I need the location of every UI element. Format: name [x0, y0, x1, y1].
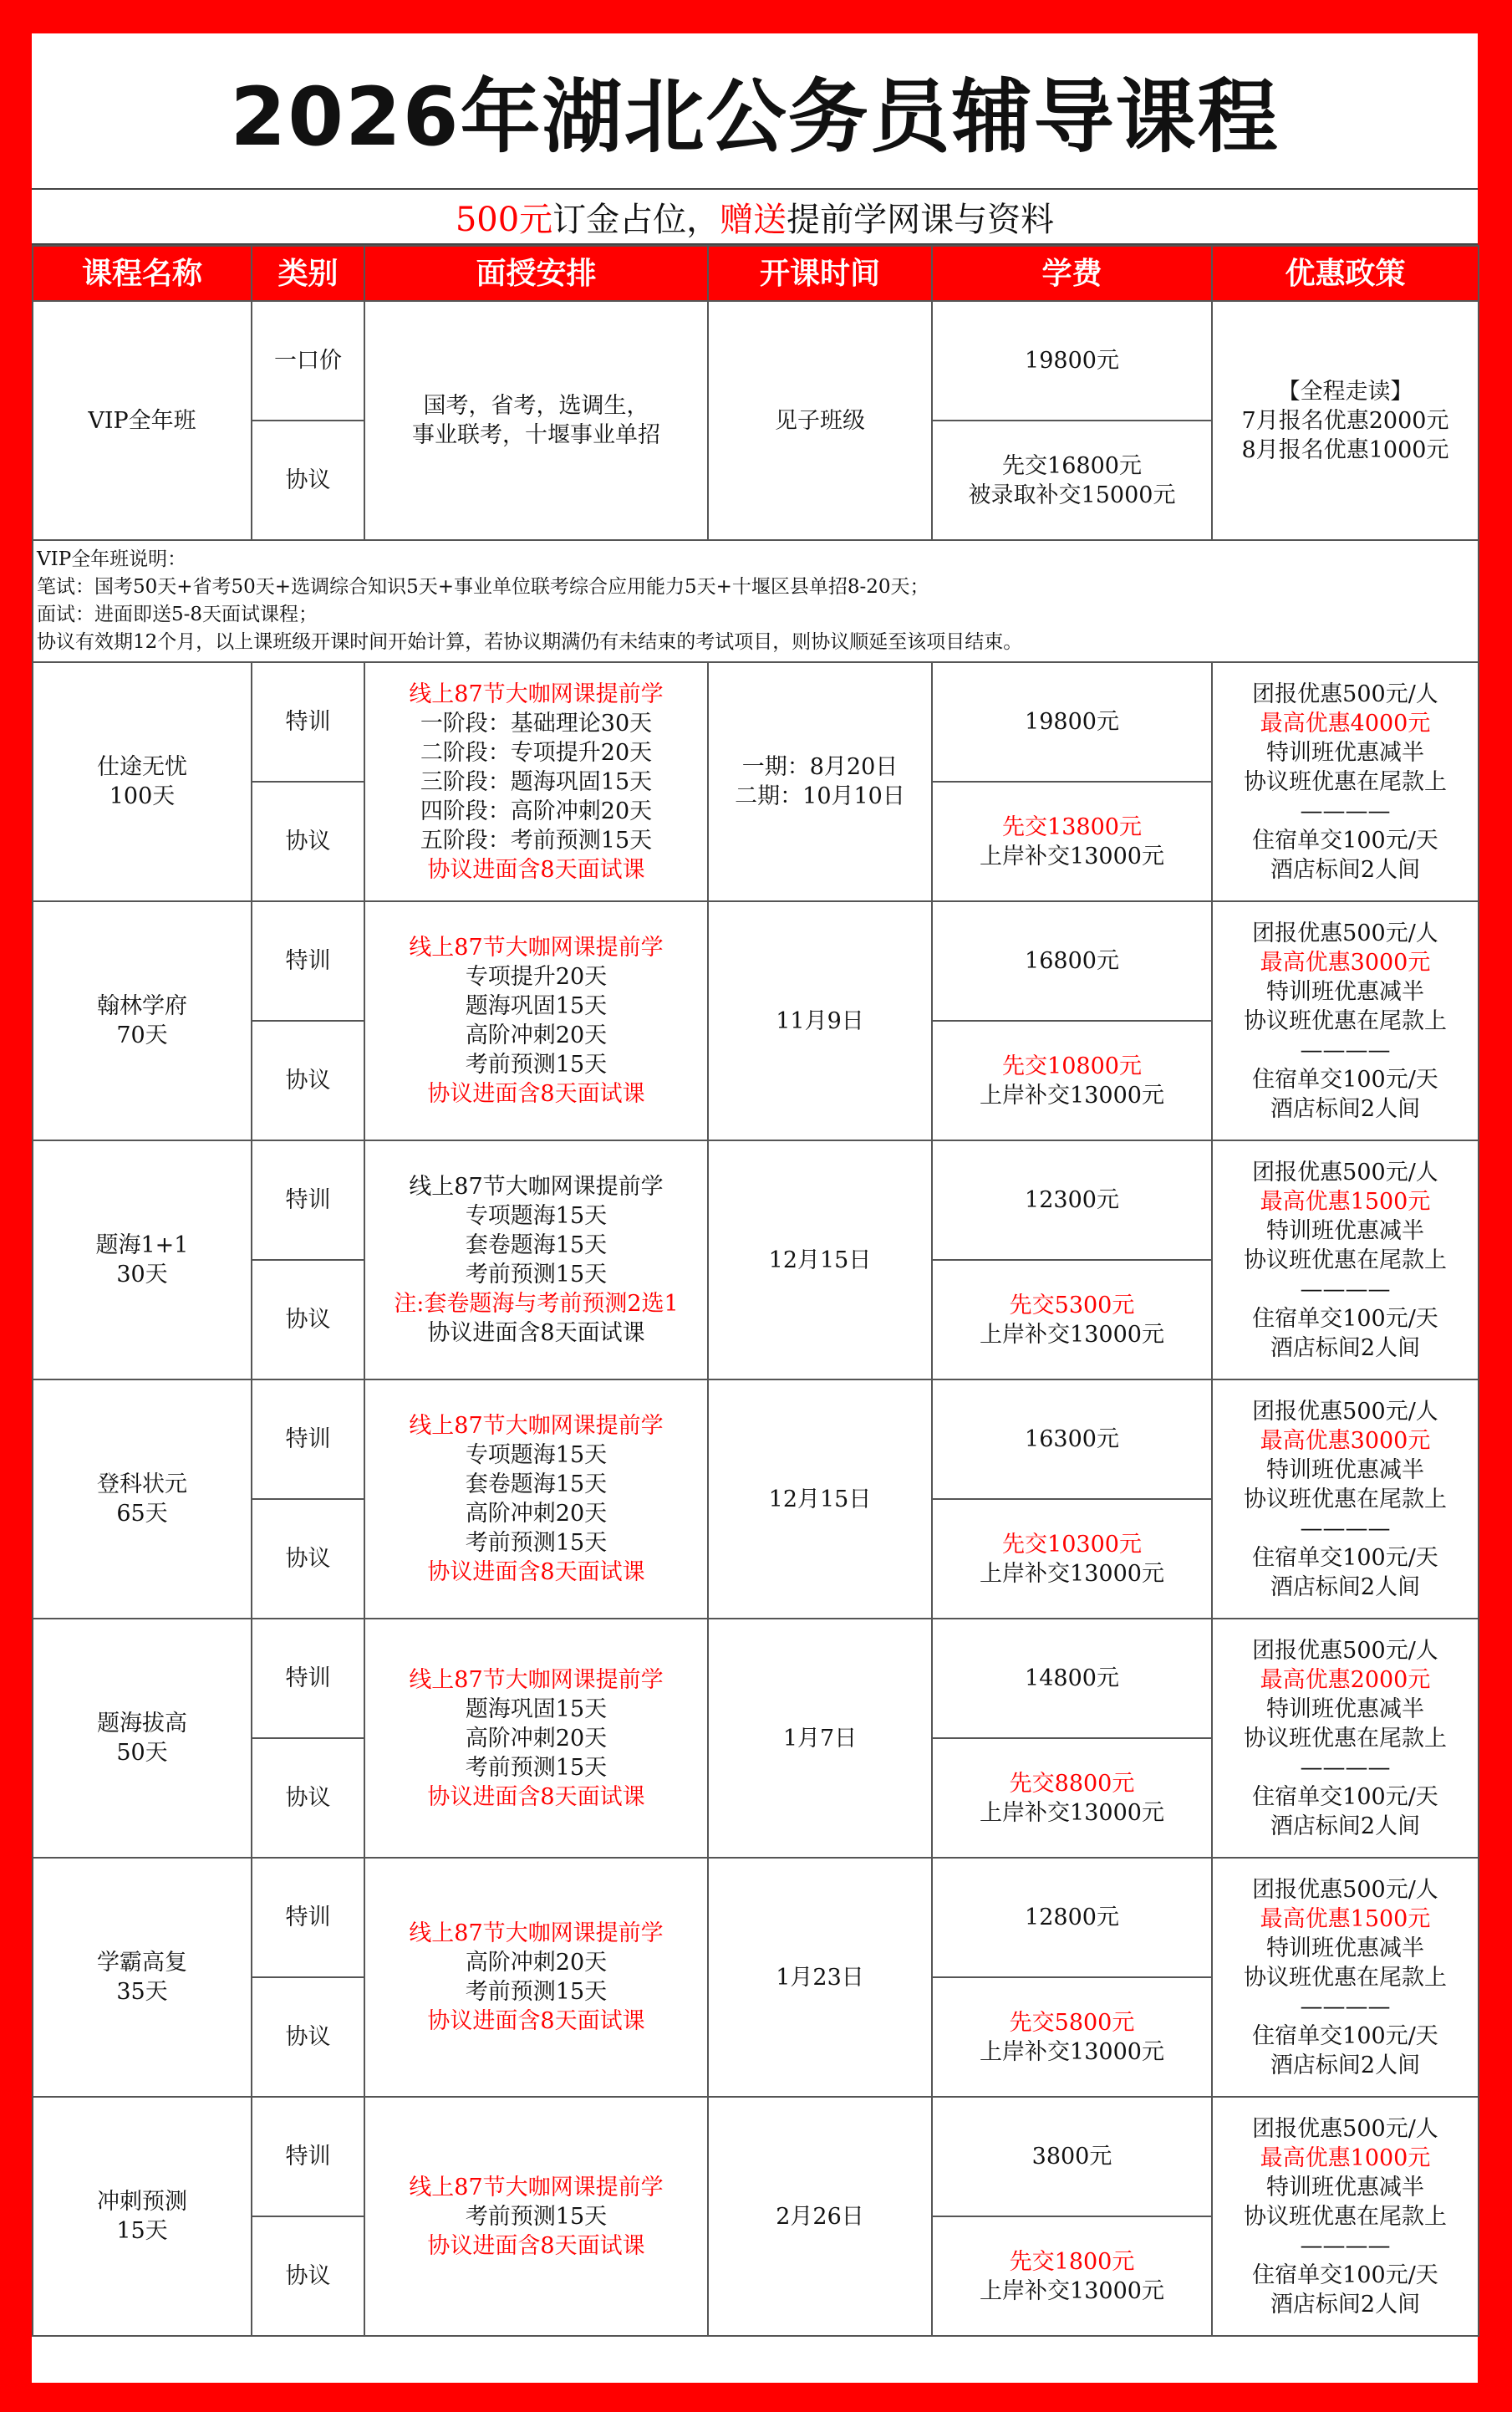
start-time: 12月15日	[708, 1379, 932, 1619]
policy: 团报优惠500元/人 最高优惠2000元 特训班优惠减半 协议班优惠在尾款上 ———— 住宿单交100元/天 酒店标间2人间	[1212, 1619, 1479, 1858]
type-agreement: 协议	[252, 1977, 364, 2097]
policy: 团报优惠500元/人 最高优惠1000元 特训班优惠减半 协议班优惠在尾款上 ———— 住宿单交100元/天 酒店标间2人间	[1212, 2097, 1479, 2336]
type-agreement: 协议	[252, 1738, 364, 1858]
table-row	[33, 1140, 1479, 1260]
type-special: 特训	[252, 662, 364, 782]
fee-special: 3800元	[932, 2097, 1212, 2216]
table-row	[33, 1379, 1479, 1499]
type-special: 特训	[252, 1140, 364, 1260]
course-name: 题海拔高 50天	[33, 1619, 252, 1858]
fee-agreement: 先交10800元 上岸补交13000元	[932, 1021, 1212, 1140]
header-arrangement: 面授安排	[364, 246, 708, 301]
arrangement: 线上87节大咖网课提前学 高阶冲刺20天 考前预测15天 协议进面含8天面试课	[364, 1858, 708, 2097]
subtitle-gift: 赠送	[720, 200, 787, 239]
table-row	[33, 1858, 1479, 1977]
policy: 团报优惠500元/人 最高优惠3000元 特训班优惠减半 协议班优惠在尾款上 ———— 住宿单交100元/天 酒店标间2人间	[1212, 1379, 1479, 1619]
arrangement: 线上87节大咖网课提前学 专项题海15天 套卷题海15天 高阶冲刺20天 考前预测15天 协议进面含8天面试课	[364, 1379, 708, 1619]
start-time: 见子班级	[708, 301, 932, 540]
arrangement: 线上87节大咖网课提前学 题海巩固15天 高阶冲刺20天 考前预测15天 协议进面含8天面试课	[364, 1619, 708, 1858]
course-name: 仕途无忧 100天	[33, 662, 252, 901]
type-agreement: 协议	[252, 782, 364, 901]
subtitle	[32, 190, 1478, 245]
fee-special: 19800元	[932, 662, 1212, 782]
start-time: 11月9日	[708, 901, 932, 1140]
vip-note: VIP全年班说明： 笔试：国考50天+省考50天+选调综合知识5天+事业单位联考综合应用能力5天+十堰区县单招8-20天； 面试：进面即送5-8天面试课程； 协议有效期12个月，以上课班级开课时间开始计算，若协议期满仍有未结束的考试项目，则协议顺延至该项目结束。	[33, 540, 1479, 662]
fee-special: 19800元	[932, 301, 1212, 421]
fee-agreement: 先交13800元 上岸补交13000元	[932, 782, 1212, 901]
fee-special: 16300元	[932, 1379, 1212, 1499]
type-agreement: 协议	[252, 1499, 364, 1619]
arrangement: 线上87节大咖网课提前学 考前预测15天 协议进面含8天面试课	[364, 2097, 708, 2336]
header-fee: 学费	[932, 246, 1212, 301]
policy: 团报优惠500元/人 最高优惠4000元 特训班优惠减半 协议班优惠在尾款上 ———— 住宿单交100元/天 酒店标间2人间	[1212, 662, 1479, 901]
policy: 团报优惠500元/人 最高优惠1500元 特训班优惠减半 协议班优惠在尾款上 ———— 住宿单交100元/天 酒店标间2人间	[1212, 1140, 1479, 1379]
type-special: 特训	[252, 1619, 364, 1738]
fee-special: 12300元	[932, 1140, 1212, 1260]
arrangement: 国考，省考，选调生， 事业联考，十堰事业单招	[364, 301, 708, 540]
table-row	[33, 301, 1479, 421]
course-name: 翰林学府 70天	[33, 901, 252, 1140]
policy: 团报优惠500元/人 最高优惠3000元 特训班优惠减半 协议班优惠在尾款上 ———— 住宿单交100元/天 酒店标间2人间	[1212, 901, 1479, 1140]
table-row	[33, 1619, 1479, 1738]
arrangement: 线上87节大咖网课提前学 专项题海15天 套卷题海15天 考前预测15天 注:套卷题海与考前预测2选1 协议进面含8天面试课	[364, 1140, 708, 1379]
fee-agreement: 先交5800元 上岸补交13000元	[932, 1977, 1212, 2097]
course-name: 学霸高复 35天	[33, 1858, 252, 2097]
start-time: 一期：8月20日 二期：10月10日	[708, 662, 932, 901]
fee-agreement: 先交1800元 上岸补交13000元	[932, 2216, 1212, 2336]
course-name: 冲刺预测 15天	[33, 2097, 252, 2336]
course-name: 登科状元 65天	[33, 1379, 252, 1619]
table-row	[33, 662, 1479, 782]
header-policy: 优惠政策	[1212, 246, 1479, 301]
policy: 团报优惠500元/人 最高优惠1500元 特训班优惠减半 协议班优惠在尾款上 ———— 住宿单交100元/天 酒店标间2人间	[1212, 1858, 1479, 2097]
header-start-time: 开课时间	[708, 246, 932, 301]
arrangement: 线上87节大咖网课提前学 一阶段：基础理论30天 二阶段：专项提升20天 三阶段：题海巩固15天 四阶段：高阶冲刺20天 五阶段：考前预测15天 协议进面含8天面试课	[364, 662, 708, 901]
header-type: 类别	[252, 246, 364, 301]
course-sheet	[32, 33, 1478, 2383]
policy: 【全程走读】 7月报名优惠2000元 8月报名优惠1000元	[1212, 301, 1479, 540]
subtitle-text-1: 订金占位，	[552, 200, 720, 239]
table-header-row	[33, 246, 1479, 301]
type-special: 特训	[252, 901, 364, 1021]
course-name: 题海1+1 30天	[33, 1140, 252, 1379]
type-special: 一口价	[252, 301, 364, 421]
vip-note-row	[33, 540, 1479, 662]
course-name: VIP全年班	[33, 301, 252, 540]
fee-agreement: 先交10300元 上岸补交13000元	[932, 1499, 1212, 1619]
fee-special: 14800元	[932, 1619, 1212, 1738]
type-agreement: 协议	[252, 1260, 364, 1379]
start-time: 1月7日	[708, 1619, 932, 1858]
type-agreement: 协议	[252, 1021, 364, 1140]
subtitle-text-2: 提前学网课与资料	[787, 200, 1055, 239]
page-title: 2026年湖北公务员辅导课程	[32, 33, 1478, 190]
fee-special: 16800元	[932, 901, 1212, 1021]
type-agreement: 协议	[252, 2216, 364, 2336]
type-special: 特训	[252, 2097, 364, 2216]
start-time: 1月23日	[708, 1858, 932, 2097]
course-table	[32, 245, 1479, 2337]
table-row	[33, 901, 1479, 1021]
fee-agreement: 先交16800元 被录取补交15000元	[932, 421, 1212, 540]
type-special: 特训	[252, 1379, 364, 1499]
start-time: 12月15日	[708, 1140, 932, 1379]
type-special: 特训	[252, 1858, 364, 1977]
fee-agreement: 先交5300元 上岸补交13000元	[932, 1260, 1212, 1379]
table-row	[33, 2097, 1479, 2216]
type-agreement: 协议	[252, 421, 364, 540]
subtitle-deposit: 500元	[455, 200, 553, 239]
start-time: 2月26日	[708, 2097, 932, 2336]
arrangement: 线上87节大咖网课提前学 专项提升20天 题海巩固15天 高阶冲刺20天 考前预测15天 协议进面含8天面试课	[364, 901, 708, 1140]
header-course-name: 课程名称	[33, 246, 252, 301]
fee-special: 12800元	[932, 1858, 1212, 1977]
fee-agreement: 先交8800元 上岸补交13000元	[932, 1738, 1212, 1858]
